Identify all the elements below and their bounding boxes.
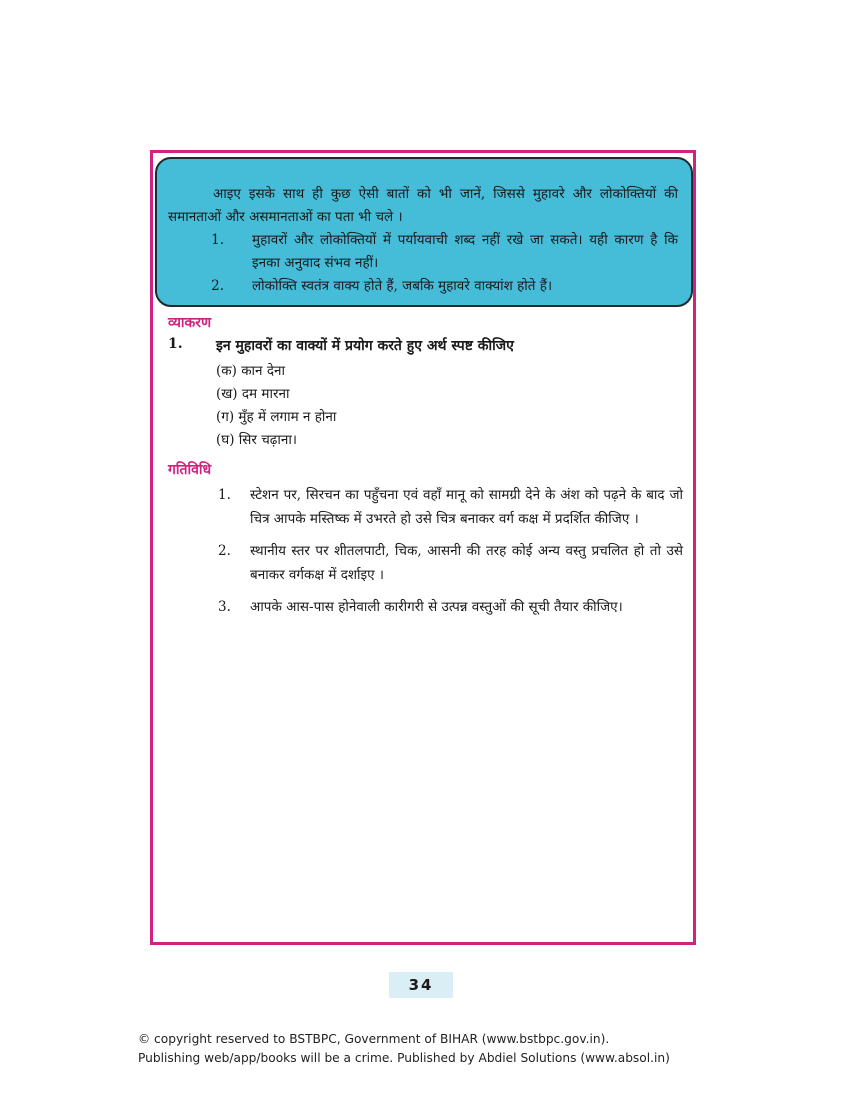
page-number: 34 (389, 972, 453, 998)
grammar-question (168, 336, 688, 355)
activity-number: 1. (218, 487, 231, 503)
activity-text: स्थानीय स्तर पर शीतलपाटी, चिक, आसनी की तरह कोई अन्य वस्तु प्रचलित हो तो उसे बनाकर वर्गकक्ष में दर्शाइए । (250, 543, 683, 583)
callout-item-number: 1. (211, 232, 224, 248)
callout-content (168, 183, 678, 298)
callout-item (168, 275, 678, 298)
copyright-footer (138, 1030, 670, 1068)
activity-list (168, 483, 683, 627)
callout-item-number: 2. (211, 278, 224, 294)
activity-number: 3. (218, 599, 231, 615)
callout-item (168, 229, 678, 275)
activity-number: 2. (218, 543, 231, 559)
idiom-item: (घ) सिर चढ़ाना। (216, 432, 298, 448)
idiom-item: (ग) मुँह में लगाम न होना (216, 409, 337, 425)
callout-item-text: मुहावरों और लोकोक्तियों में पर्यायवाची शब्द नहीं रखे जा सकते। यही कारण है कि इनका अनुवाद संभव नहीं। (252, 232, 678, 271)
question-text: इन मुहावरों का वाक्यों में प्रयोग करते हुए अर्थ स्पष्ट कीजिए (216, 338, 514, 354)
activity-item (168, 595, 683, 619)
callout-item-text: लोकोक्ति स्वतंत्र वाक्य होते हैं, जबकि मुहावरे वाक्यांश होते हैं। (252, 278, 553, 294)
activity-text: आपके आस-पास होनेवाली कारीगरी से उत्पन्न वस्तुओं की सूची तैयार कीजिए। (250, 599, 623, 615)
callout-intro: आइए इसके साथ ही कुछ ऐसी बातों को भी जानें, जिससे मुहावरे और लोकोक्तियों की समानताओं और असमानताओं का पता भी चले । (168, 186, 678, 225)
activity-item (168, 539, 683, 587)
idiom-list (216, 360, 336, 452)
activity-item (168, 483, 683, 531)
grammar-heading: व्याकरण (168, 315, 212, 331)
idiom-item: (क) कान देना (216, 363, 285, 379)
activity-heading: गतिविधि (168, 462, 212, 478)
footer-line: © copyright reserved to BSTBPC, Government of BIHAR (www.bstbpc.gov.in). (138, 1032, 610, 1046)
idiom-item: (ख) दम मारना (216, 386, 290, 402)
question-number: 1. (168, 336, 183, 352)
footer-line: Publishing web/app/books will be a crime. Published by Abdiel Solutions (www.absol.in) (138, 1051, 670, 1065)
activity-text: स्टेशन पर, सिरचन का पहुँचना एवं वहाँ मानू को सामग्री देने के अंश को पढ़ने के बाद जो चित्र आपके मस्तिष्क में उभरते हो उसे चित्र बनाकर वर्ग कक्ष में प्रदर्शित कीजिए । (250, 487, 683, 527)
